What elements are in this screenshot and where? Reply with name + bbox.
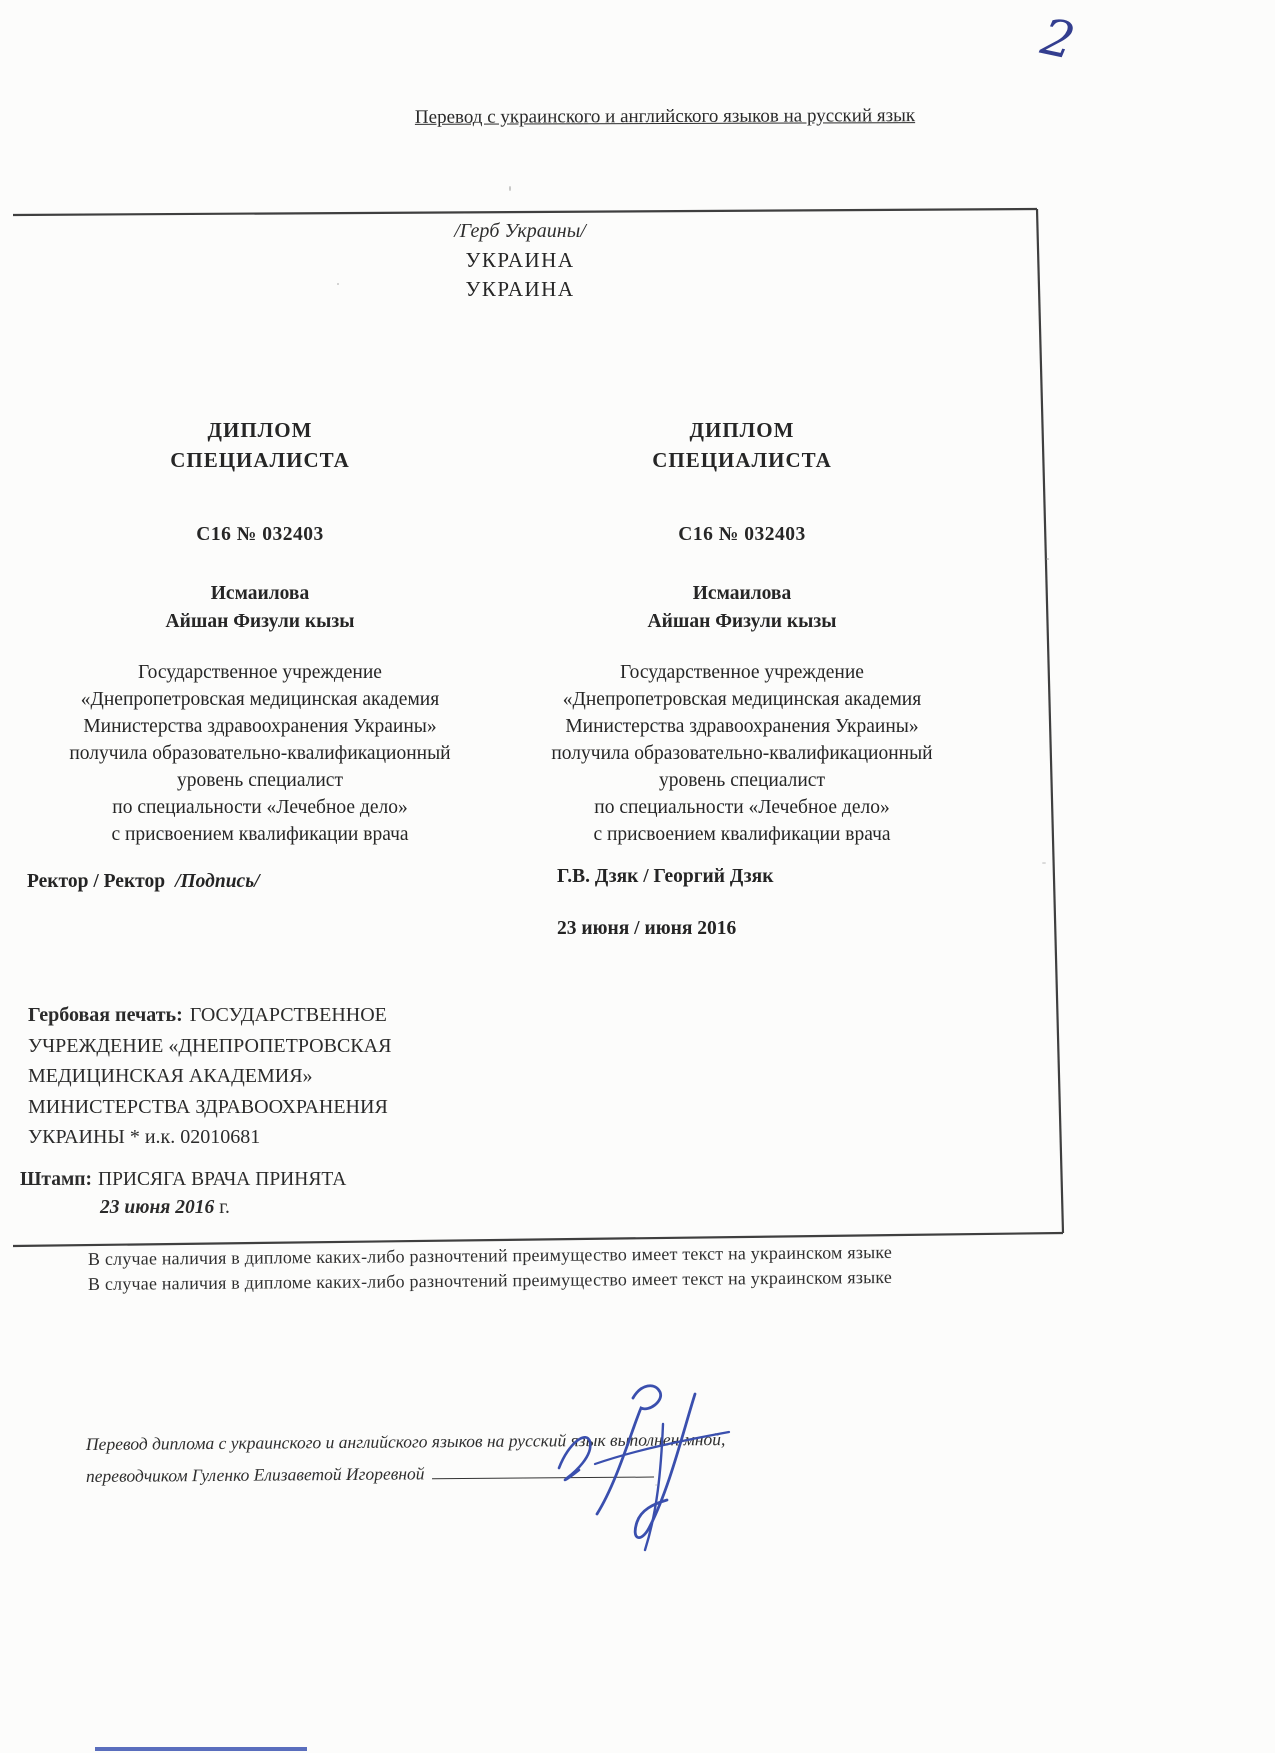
diploma-number: С16 № 032403 (196, 524, 324, 545)
stamp-label: Штамп: (20, 1169, 92, 1190)
diploma-title: ДИПЛОМ (689, 418, 795, 442)
diploma-title: ДИПЛОМ (207, 418, 313, 442)
handwritten-page-number: 2 (1036, 7, 1080, 71)
rector-label: Ректор / Ректор (27, 871, 166, 892)
diploma-subtitle: СПЕЦИАЛИСТА (170, 448, 350, 472)
translator-signature-ink (545, 1372, 735, 1557)
signature-placeholder: /Подпись/ (175, 871, 260, 892)
diploma-body-text: Государственное учреждение «Днепропетровская медицинская академия Министерства здравоохранения Украины» получила образовательно-квалификационный уровень специалист по специальности «Лечебное дело» с присвоением квалификации врача (69, 662, 451, 845)
scan-speck (509, 186, 511, 191)
translator-statement-line1: Перевод диплома с украинского и английского языков на русский язык выполнен мной, (85, 1428, 726, 1454)
stamp-description: Штамп: ПРИСЯГА ВРАЧА ПРИНЯТА 23 июня 2016 г. (20, 1169, 347, 1218)
translator-statement-line2: переводчиком Гуленко Елизаветой Игоревной (86, 1459, 986, 1487)
scan-speck (1042, 862, 1046, 864)
oath-date: 23 июня 2016 (100, 1197, 215, 1218)
coat-of-arms-note: /Герб Украины/ (454, 220, 586, 242)
scan-speck (337, 283, 339, 285)
scan-speck (655, 1484, 658, 1486)
seal-description: Гербовая печать: ГОСУДАРСТВЕННОЕ УЧРЕЖДЕНИЕ «ДНЕПРОПЕТРОВСКАЯ МЕДИЦИНСКАЯ АКАДЕМИЯ» МИНИСТЕРСТВА ЗДРАВООХРАНЕНИЯ УКРАИНЫ * и.к. 02010681 (28, 1004, 392, 1148)
issue-date: 23 июня / июня 2016 (557, 918, 737, 939)
seal-label: Гербовая печать: (28, 1004, 183, 1026)
graduate-surname: Исмаилова (692, 583, 792, 604)
scanner-edge-artifact (95, 1747, 307, 1751)
translation-direction-header: Перевод с украинского и английского языков на русский язык (414, 105, 916, 128)
country-name-line: УКРАИНА (465, 248, 575, 272)
country-name-line: УКРАИНА (465, 277, 575, 301)
graduate-given-name: Айшан Физули кызы (165, 611, 355, 632)
graduate-given-name: Айшан Физули кызы (647, 611, 837, 632)
diploma-column-right (512, 415, 972, 848)
diploma-number: С16 № 032403 (678, 524, 806, 545)
diploma-body-text: Государственное учреждение «Днепропетровская медицинская академия Министерства здравоохранения Украины» получила образовательно-квалификационный уровень специалист по специальности «Лечебное дело» с присвоением квалификации врача (551, 662, 933, 845)
graduate-surname: Исмаилова (210, 583, 310, 604)
diploma-subtitle: СПЕЦИАЛИСТА (652, 448, 832, 472)
rector-name: Г.В. Дзяк / Георгий Дзяк (557, 866, 774, 887)
scan-speck (1046, 558, 1049, 560)
discrepancy-note: В случае наличия в дипломе каких-либо разночтений преимущество имеет текст на украинском языке (87, 1266, 893, 1294)
diploma-column-left (30, 415, 490, 848)
discrepancy-note: В случае наличия в дипломе каких-либо разночтений преимущество имеет текст на украинском языке (87, 1241, 893, 1269)
rector-signature-line (27, 871, 260, 893)
